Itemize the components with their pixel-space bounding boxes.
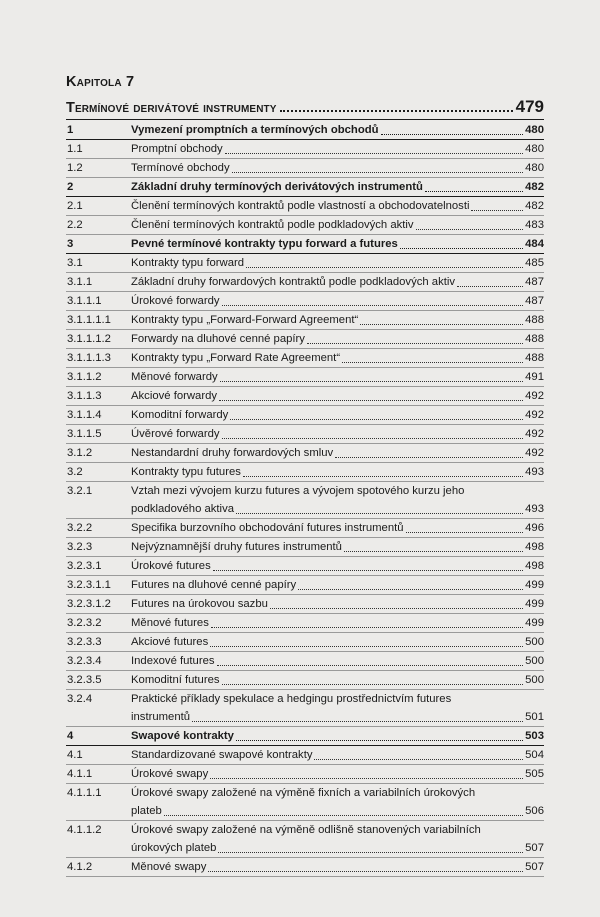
toc-entry — [131, 614, 544, 632]
section-number: 4.1.1 — [67, 768, 93, 780]
section-title-last-line — [131, 708, 544, 726]
toc-row — [66, 557, 544, 576]
section-number: 3.1.1.1.3 — [67, 352, 111, 364]
toc-entry — [131, 633, 544, 651]
toc-row — [66, 292, 544, 311]
section-number: 3.2.3.1 — [67, 560, 102, 572]
toc-entry — [131, 765, 544, 783]
page-number: 492 — [525, 428, 544, 440]
page-number: 499 — [525, 598, 544, 610]
dot-leader — [218, 851, 523, 853]
section-number: 4.1.1.2 — [67, 824, 102, 836]
dot-leader — [217, 664, 524, 666]
dot-leader — [270, 607, 523, 609]
section-number: 3.1.1.4 — [67, 409, 102, 421]
section-number: 3.2 — [67, 466, 83, 478]
section-number: 3.2.3.5 — [67, 674, 102, 686]
section-title: Měnové forwardy — [131, 371, 218, 383]
dot-leader — [222, 304, 524, 306]
dot-leader — [232, 171, 524, 173]
toc-entry — [131, 519, 544, 537]
toc-entry — [131, 463, 544, 481]
page-number: 488 — [525, 314, 544, 326]
section-title: Kontrakty typu futures — [131, 466, 241, 478]
page-number: 504 — [525, 749, 544, 761]
section-title-line: Praktické příklady spekulace a hedgingu prostřednictvím futures — [131, 693, 452, 705]
toc-entry — [131, 121, 544, 139]
toc-entry — [131, 595, 544, 613]
dot-leader — [225, 152, 523, 154]
table-of-contents — [66, 121, 544, 877]
section-title: Futures na dluhové cenné papíry — [131, 579, 297, 591]
chapter-title: Termínové derivátové instrumenty — [66, 100, 277, 116]
chapter-heading — [66, 96, 544, 116]
toc-entry — [131, 576, 544, 594]
section-title: Promptní obchody — [131, 143, 223, 155]
toc-row — [66, 671, 544, 690]
section-title: Akciové forwardy — [131, 390, 218, 402]
dot-leader — [220, 380, 523, 382]
section-title: Futures na úrokovou sazbu — [131, 598, 268, 610]
toc-row — [66, 858, 544, 877]
section-number: 3.1.1 — [67, 276, 93, 288]
toc-entry — [131, 557, 544, 575]
section-title-last-line — [131, 500, 544, 518]
page-number: 483 — [525, 219, 544, 231]
toc-row — [66, 784, 544, 821]
toc-entry — [131, 292, 544, 310]
chapter-page-number: 479 — [515, 97, 544, 116]
section-number: 2 — [67, 181, 74, 193]
page-number: 491 — [525, 371, 544, 383]
section-number: 3.1.1.1.1 — [67, 314, 111, 326]
section-number: 3.1.1.5 — [67, 428, 102, 440]
toc-entry — [131, 727, 544, 745]
section-number: 3.2.3.1.1 — [67, 579, 111, 591]
page-number: 480 — [525, 143, 544, 155]
dot-leader — [335, 456, 523, 458]
toc-row — [66, 197, 544, 216]
section-number: 3.2.3.1.2 — [67, 598, 111, 610]
dot-leader — [280, 109, 513, 112]
dot-leader — [416, 228, 524, 230]
toc-row — [66, 519, 544, 538]
toc-row — [66, 387, 544, 406]
toc-row — [66, 614, 544, 633]
toc-row — [66, 311, 544, 330]
dot-leader — [342, 361, 523, 363]
toc-entry — [131, 273, 544, 291]
section-title: Měnové futures — [131, 617, 209, 629]
page-number: 505 — [525, 768, 544, 780]
toc-entry — [131, 216, 544, 234]
toc-entry — [131, 140, 544, 158]
section-title: Úrokové swapy — [131, 768, 209, 780]
section-number: 3.2.3 — [67, 541, 93, 553]
section-title-line: plateb — [131, 805, 162, 817]
toc-entry — [131, 254, 544, 272]
section-title-line: Vztah mezi vývojem kurzu futures a vývojem spotového kurzu jeho — [131, 485, 465, 497]
section-title: Kontrakty typu „Forward Rate Agreement“ — [131, 352, 341, 364]
dot-leader — [222, 683, 524, 685]
dot-leader — [211, 626, 523, 628]
section-title: Specifika burzovního obchodování futures instrumentů — [131, 522, 404, 534]
section-number: 3.1 — [67, 257, 83, 269]
section-number: 3.1.1.1 — [67, 295, 102, 307]
section-number: 3.1.2 — [67, 447, 93, 459]
page-number: 500 — [525, 674, 544, 686]
section-title: Kontrakty typu forward — [131, 257, 245, 269]
toc-row — [66, 746, 544, 765]
toc-row — [66, 178, 544, 197]
section-number: 3.2.1 — [67, 485, 93, 497]
toc-row — [66, 576, 544, 595]
toc-row — [66, 595, 544, 614]
page-number: 496 — [525, 522, 544, 534]
dot-leader — [208, 870, 523, 872]
toc-row — [66, 652, 544, 671]
section-title-line: Úrokové swapy založené na výměně fixních a variabilních úrokových — [131, 787, 476, 799]
section-title: Základní druhy termínových derivátových instrumentů — [131, 181, 423, 193]
section-title-last-line — [131, 802, 544, 820]
page-number: 500 — [525, 636, 544, 648]
page-number: 488 — [525, 333, 544, 345]
page-number: 499 — [525, 617, 544, 629]
section-number: 4 — [67, 730, 74, 742]
section-number: 3.1.1.2 — [67, 371, 102, 383]
page-number: 480 — [525, 162, 544, 174]
dot-leader — [243, 475, 523, 477]
section-title: Komoditní forwardy — [131, 409, 229, 421]
page-number: 485 — [525, 257, 544, 269]
toc-row — [66, 727, 544, 746]
dot-leader — [406, 531, 524, 533]
section-number: 4.1 — [67, 749, 83, 761]
section-title: Swapové kontrakty — [131, 730, 234, 742]
page-number: 482 — [525, 200, 544, 212]
section-title: Nestandardní druhy forwardových smluv — [131, 447, 334, 459]
page-number: 507 — [525, 842, 544, 854]
page-number: 484 — [525, 238, 544, 250]
section-title: Nejvýznamnější druhy futures instrumentů — [131, 541, 342, 553]
dot-leader — [425, 190, 523, 192]
section-number: 3 — [67, 238, 74, 250]
toc-row — [66, 368, 544, 387]
toc-row — [66, 538, 544, 557]
page-number: 492 — [525, 447, 544, 459]
toc-row — [66, 349, 544, 368]
section-number: 3.2.4 — [67, 693, 93, 705]
section-title: Akciové futures — [131, 636, 209, 648]
page-number: 501 — [525, 711, 544, 723]
page-number: 482 — [525, 181, 544, 193]
dot-leader — [236, 739, 523, 741]
page-number: 493 — [525, 466, 544, 478]
toc-entry — [131, 444, 544, 462]
section-number: 2.2 — [67, 219, 83, 231]
toc-entry — [131, 652, 544, 670]
toc-entry — [131, 821, 544, 857]
toc-row — [66, 406, 544, 425]
page-number: 492 — [525, 390, 544, 402]
page-number: 503 — [525, 730, 544, 742]
dot-leader — [307, 342, 523, 344]
dot-leader — [230, 418, 523, 420]
section-number: 3.1.1.3 — [67, 390, 102, 402]
section-title: Forwardy na dluhové cenné papíry — [131, 333, 305, 345]
section-title: Úvěrové forwardy — [131, 428, 220, 440]
chapter-label: Kapitola 7 — [66, 74, 135, 90]
toc-entry — [131, 690, 544, 726]
dot-leader — [314, 758, 523, 760]
toc-entry — [131, 387, 544, 405]
page-number: 506 — [525, 805, 544, 817]
section-number: 3.2.3.3 — [67, 636, 102, 648]
dot-leader — [457, 285, 523, 287]
section-title: Komoditní futures — [131, 674, 220, 686]
section-title: Indexové futures — [131, 655, 215, 667]
section-title: Měnové swapy — [131, 861, 207, 873]
section-title: Standardizované swapové kontrakty — [131, 749, 313, 761]
toc-row — [66, 121, 544, 140]
toc-entry — [131, 784, 544, 820]
dot-leader — [213, 569, 523, 571]
toc-row — [66, 159, 544, 178]
toc-row — [66, 330, 544, 349]
section-number: 4.1.2 — [67, 861, 93, 873]
section-title: Termínové obchody — [131, 162, 230, 174]
section-title: Členění termínových kontraktů podle podkladových aktiv — [131, 219, 414, 231]
toc-row — [66, 273, 544, 292]
toc-row — [66, 690, 544, 727]
dot-leader — [471, 209, 523, 211]
dot-leader — [360, 323, 523, 325]
section-number: 3.2.2 — [67, 522, 93, 534]
section-number: 3.2.3.2 — [67, 617, 102, 629]
section-number: 2.1 — [67, 200, 83, 212]
toc-entry — [131, 197, 544, 215]
section-title: Vymezení promptních a termínových obchodů — [131, 124, 379, 136]
section-number: 4.1.1.1 — [67, 787, 102, 799]
section-title-line: Úrokové swapy založené na výměně odlišně stanovených variabilních — [131, 824, 481, 836]
dot-leader — [246, 266, 523, 268]
toc-entry — [131, 330, 544, 348]
toc-row — [66, 425, 544, 444]
section-title: Pevné termínové kontrakty typu forward a futures — [131, 238, 398, 250]
toc-entry — [131, 406, 544, 424]
dot-leader — [210, 645, 523, 647]
page-number: 507 — [525, 861, 544, 873]
heading-rule — [66, 119, 544, 120]
page-number: 498 — [525, 541, 544, 553]
section-title: Základní druhy forwardových kontraktů podle podkladových aktiv — [131, 276, 456, 288]
section-title: Členění termínových kontraktů podle vlastností a obchodovatelnosti — [131, 200, 470, 212]
toc-entry — [131, 159, 544, 177]
toc-row — [66, 821, 544, 858]
dot-leader — [298, 588, 523, 590]
dot-leader — [192, 720, 523, 722]
section-title: Úrokové forwardy — [131, 295, 220, 307]
section-number: 1.2 — [67, 162, 83, 174]
dot-leader — [164, 814, 523, 816]
page-number: 487 — [525, 295, 544, 307]
toc-entry — [131, 858, 544, 876]
toc-row — [66, 216, 544, 235]
toc-row — [66, 633, 544, 652]
section-number: 1.1 — [67, 143, 83, 155]
toc-row — [66, 765, 544, 784]
toc-entry — [131, 349, 544, 367]
page-number: 487 — [525, 276, 544, 288]
page-number: 500 — [525, 655, 544, 667]
toc-entry — [131, 746, 544, 764]
toc-entry — [131, 671, 544, 689]
toc-entry — [131, 235, 544, 253]
toc-entry — [131, 538, 544, 556]
section-title-line: úrokových plateb — [131, 842, 217, 854]
dot-leader — [222, 437, 524, 439]
toc-entry — [131, 178, 544, 196]
section-number: 3.1.1.1.2 — [67, 333, 111, 345]
page-number: 492 — [525, 409, 544, 421]
toc-row — [66, 444, 544, 463]
toc-entry — [131, 311, 544, 329]
dot-leader — [219, 399, 523, 401]
page-number: 493 — [525, 503, 544, 515]
dot-leader — [400, 247, 523, 249]
dot-leader — [210, 777, 523, 779]
section-number: 3.2.3.4 — [67, 655, 102, 667]
dot-leader — [344, 550, 523, 552]
dot-leader — [236, 512, 523, 514]
toc-row — [66, 140, 544, 159]
toc-entry — [131, 425, 544, 443]
page-number: 480 — [525, 124, 544, 136]
toc-row — [66, 482, 544, 519]
toc-entry — [131, 482, 544, 518]
toc-entry — [131, 368, 544, 386]
page-number: 488 — [525, 352, 544, 364]
section-title: Kontrakty typu „Forward-Forward Agreement“ — [131, 314, 359, 326]
toc-row — [66, 235, 544, 254]
section-title-line: instrumentů — [131, 711, 191, 723]
page-number: 498 — [525, 560, 544, 572]
section-number: 1 — [67, 124, 74, 136]
dot-leader — [381, 133, 524, 135]
section-title: Úrokové futures — [131, 560, 211, 572]
toc-row — [66, 463, 544, 482]
toc-row — [66, 254, 544, 273]
page-number: 499 — [525, 579, 544, 591]
section-title-last-line — [131, 839, 544, 857]
section-title-line: podkladového aktiva — [131, 503, 235, 515]
